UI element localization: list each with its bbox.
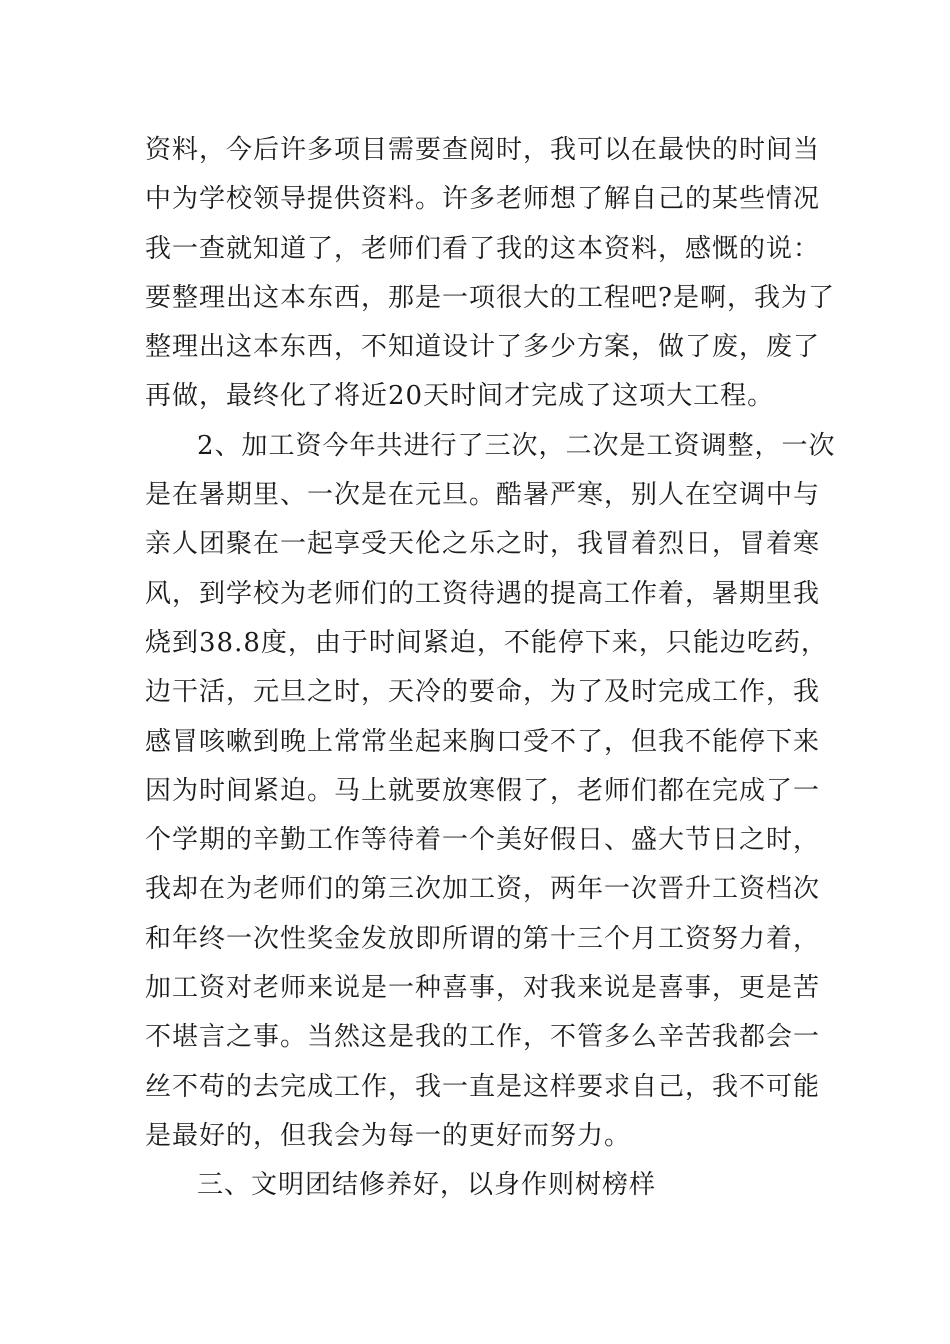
text-line: 丝不苟的去完成工作，我一直是这样要求自己，我不可能 [145, 1071, 821, 1102]
text-line: 我一查就知道了，老师们看了我的这本资料，感慨的说： [145, 233, 821, 264]
text-line: 因为时间紧迫。马上就要放寒假了，老师们都在完成了一 [145, 775, 821, 806]
document-body [145, 126, 836, 1211]
text-line: 中为学校领导提供资料。许多老师想了解自己的某些情况 [145, 184, 821, 215]
paragraph-start-line: 2、加工资今年共进行了三次，二次是工资调整，一次 [197, 430, 836, 461]
text-line: 亲人团聚在一起享受天伦之乐之时，我冒着烈日，冒着寒 [145, 529, 821, 560]
text-line: 加工资对老师来说是一种喜事，对我来说是喜事，更是苦 [145, 973, 821, 1004]
text-line: 整理出这本东西，不知道设计了多少方案，做了废，废了 [145, 332, 821, 363]
text-line: 和年终一次性奖金发放即所谓的第十三个月工资努力着， [145, 923, 821, 954]
text-line: 感冒咳嗽到晚上常常坐起来胸口受不了，但我不能停下来 [145, 726, 821, 757]
text-line: 要整理出这本东西，那是一项很大的工程吧?是啊，我为了 [145, 282, 835, 313]
text-line: 资料，今后许多项目需要查阅时，我可以在最快的时间当 [145, 135, 821, 165]
text-line: 是最好的，但我会为每一的更好而努力。 [145, 1120, 632, 1151]
text-line: 风，到学校为老师们的工资待遇的提高工作着，暑期里我 [145, 578, 821, 609]
text-line: 烧到38.8度，由于时间紧迫，不能停下来，只能边吃药， [145, 627, 828, 658]
text-line: 边干活，元旦之时，天冷的要命，为了及时完成工作，我 [145, 677, 821, 708]
text-line: 不堪言之事。当然这是我的工作，不管多么辛苦我都会一 [145, 1022, 821, 1053]
text-line: 个学期的辛勤工作等待着一个美好假日、盛大节日之时， [145, 825, 821, 856]
section-heading: 三、文明团结修养好，以身作则树榜样 [197, 1170, 657, 1201]
text-line: 再做，最终化了将近20天时间才完成了这项大工程。 [145, 381, 775, 412]
text-line: 是在暑期里、一次是在元旦。酷暑严寒，别人在空调中与 [145, 480, 821, 511]
text-line: 我却在为老师们的第三次加工资，两年一次晋升工资档次 [145, 874, 821, 905]
